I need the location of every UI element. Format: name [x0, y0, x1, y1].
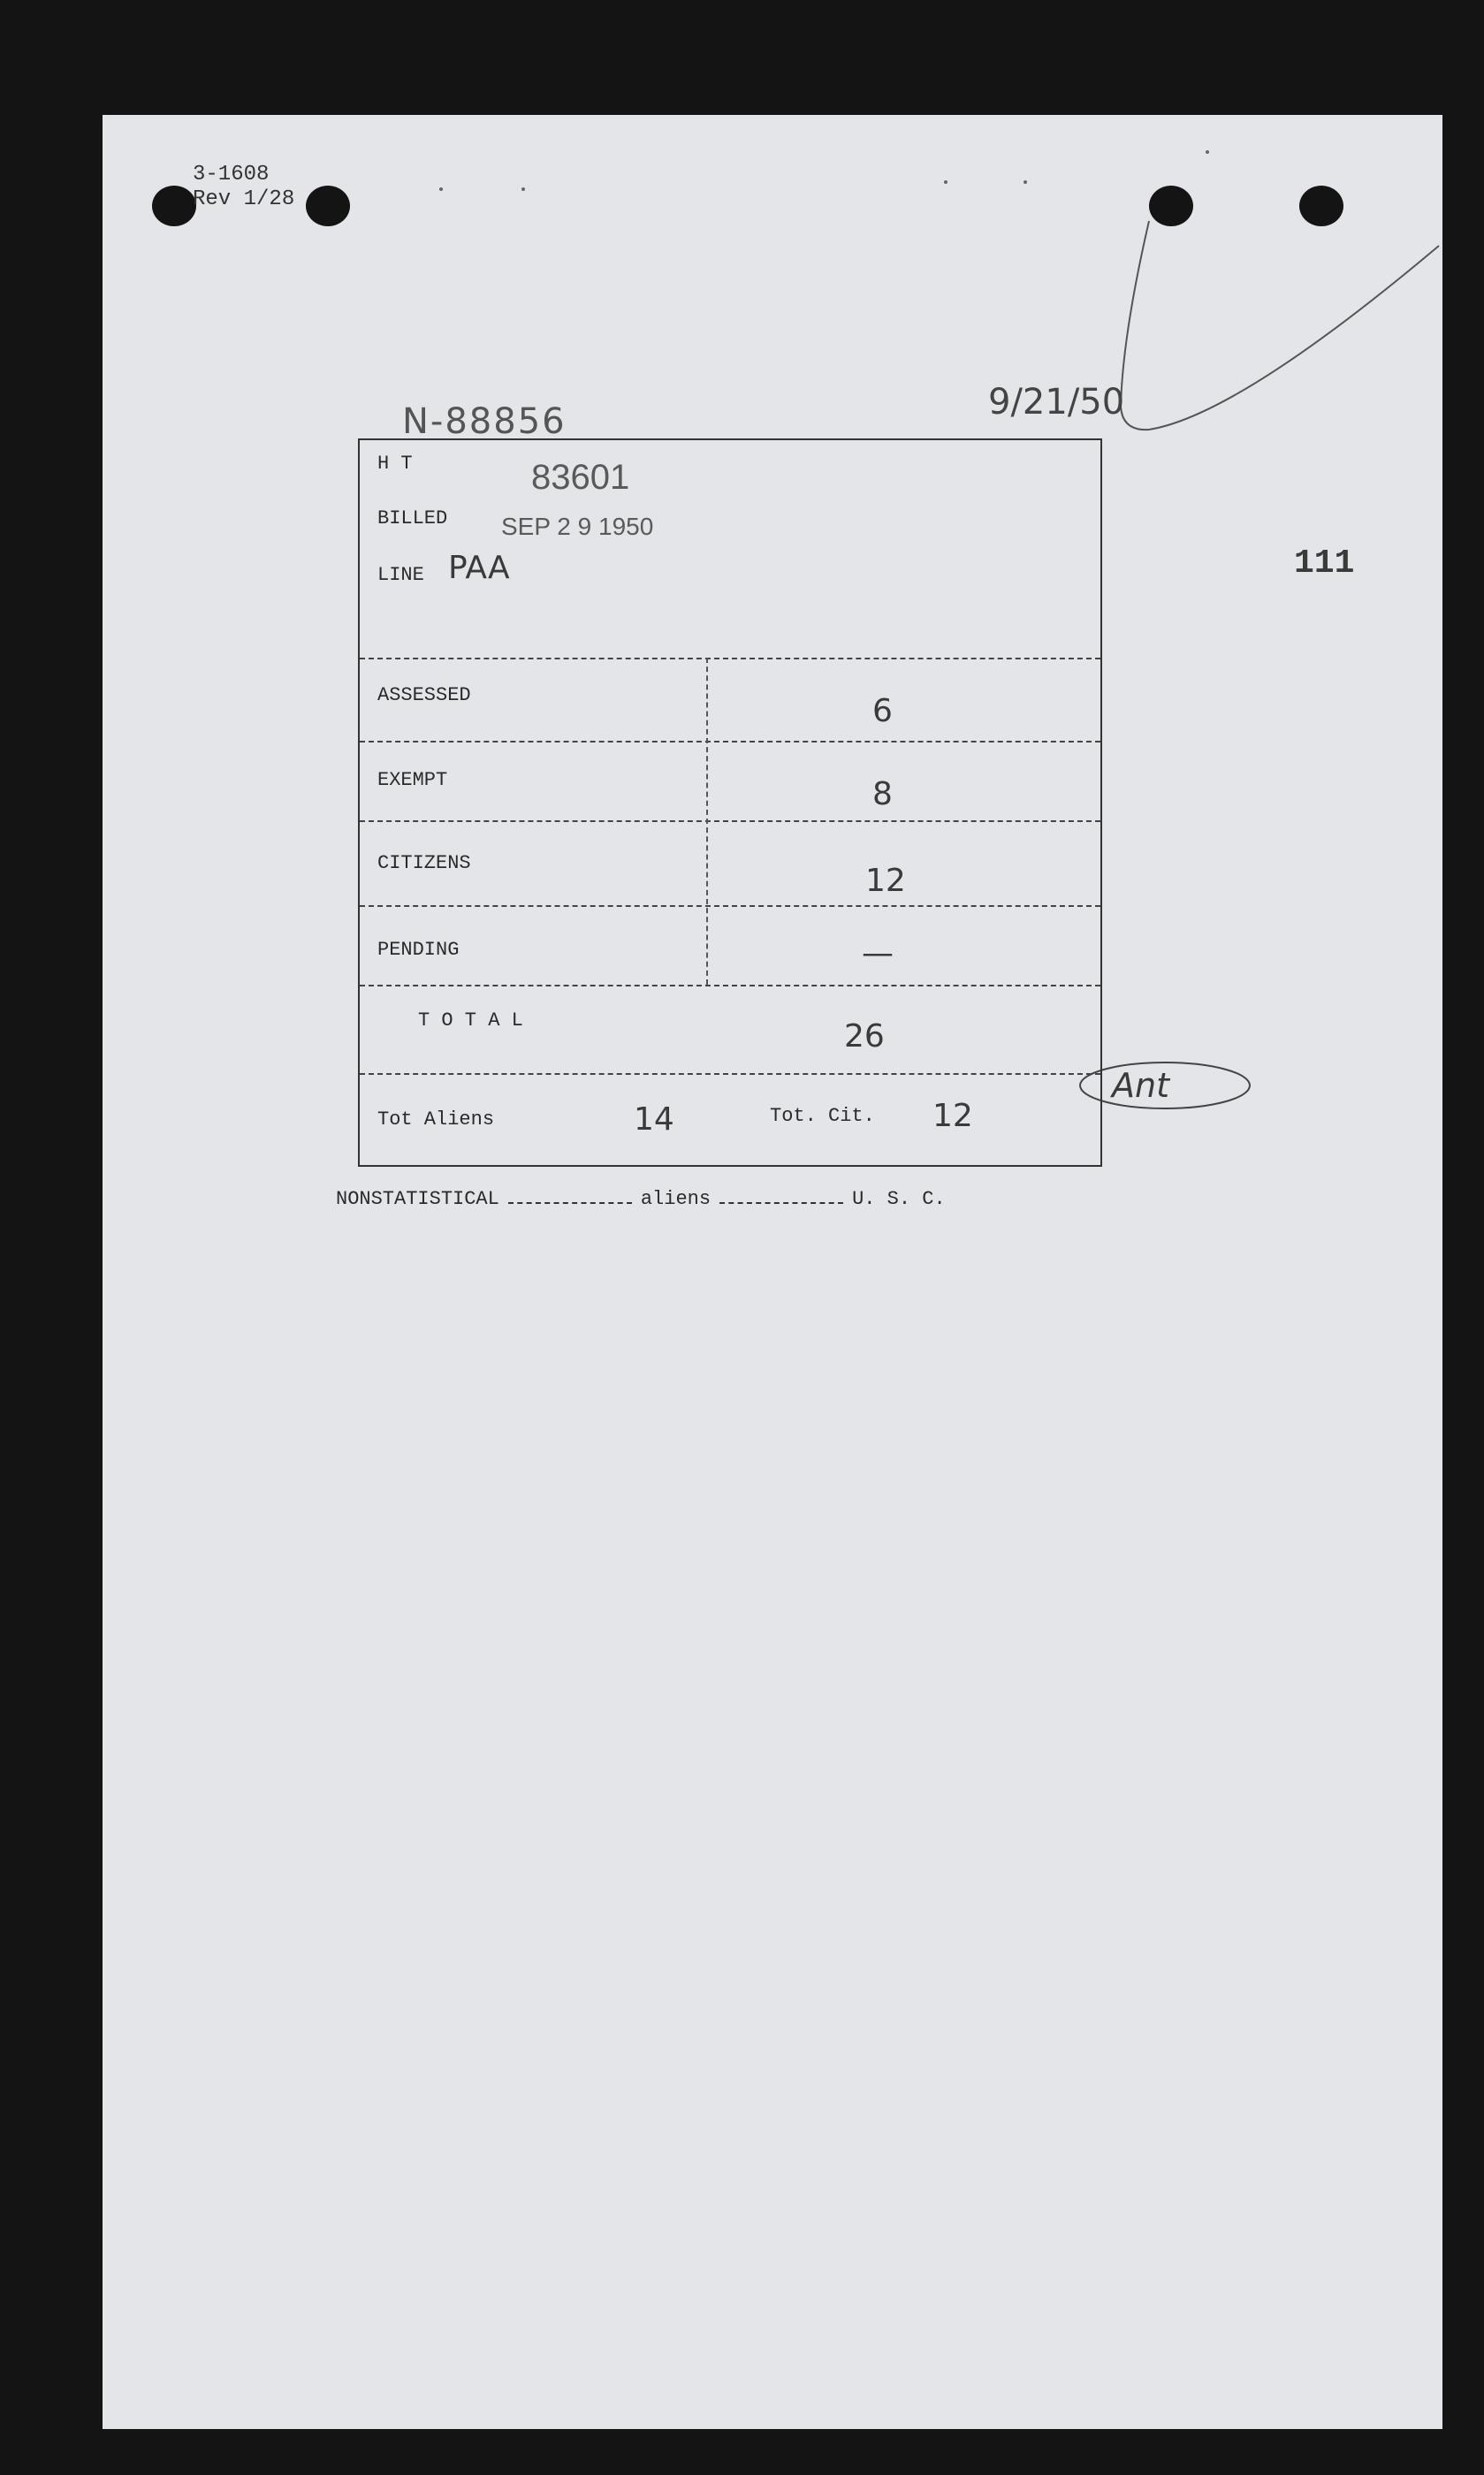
row-label-exempt: EXEMPT: [377, 769, 448, 791]
tally-box: [358, 438, 1102, 1167]
blank-field: [719, 1200, 843, 1204]
ht-label: H T: [377, 453, 413, 475]
aliens-label: aliens: [640, 1188, 712, 1210]
tot-cit-value: 12: [932, 1098, 973, 1134]
divider: [360, 1073, 1100, 1075]
tot-aliens-value: 14: [634, 1101, 674, 1138]
nonstatistical-label: NONSTATISTICAL: [336, 1188, 499, 1210]
column-divider: [706, 658, 708, 985]
total-label: T O T A L: [418, 1009, 523, 1032]
usc-label: U. S. C.: [852, 1188, 946, 1210]
line-value: PAA: [448, 550, 510, 586]
form-revision: Rev 1/28: [193, 187, 295, 211]
tot-cit-label: Tot. Cit.: [770, 1105, 875, 1127]
divider: [360, 905, 1100, 907]
page-number: 111: [1294, 544, 1355, 583]
row-value-exempt: 8: [872, 776, 893, 812]
file-number: N-88856: [402, 401, 567, 442]
divider: [360, 820, 1100, 822]
row-label-pending: PENDING: [377, 939, 460, 961]
initials: Ant: [1112, 1066, 1169, 1105]
blank-field: [508, 1200, 632, 1204]
row-label-assessed: ASSESSED: [377, 684, 471, 706]
ht-value: 83601: [531, 458, 630, 497]
tot-aliens-label: Tot Aliens: [377, 1108, 495, 1131]
total-value: 26: [844, 1018, 885, 1055]
billed-label: BILLED: [377, 507, 448, 529]
row-label-citizens: CITIZENS: [377, 852, 471, 874]
divider: [360, 741, 1100, 742]
handwritten-date: 9/21/50: [988, 382, 1125, 423]
line-label: LINE: [377, 564, 424, 586]
divider: [360, 985, 1100, 986]
row-value-citizens: 12: [865, 863, 906, 899]
row-value-assessed: 6: [872, 693, 893, 729]
nonstatistical-line: [336, 1188, 946, 1210]
divider: [360, 658, 1100, 659]
form-number: 3-1608: [193, 163, 270, 187]
billed-date-stamp: SEP 2 9 1950: [501, 513, 654, 540]
row-value-pending: —: [862, 935, 894, 971]
